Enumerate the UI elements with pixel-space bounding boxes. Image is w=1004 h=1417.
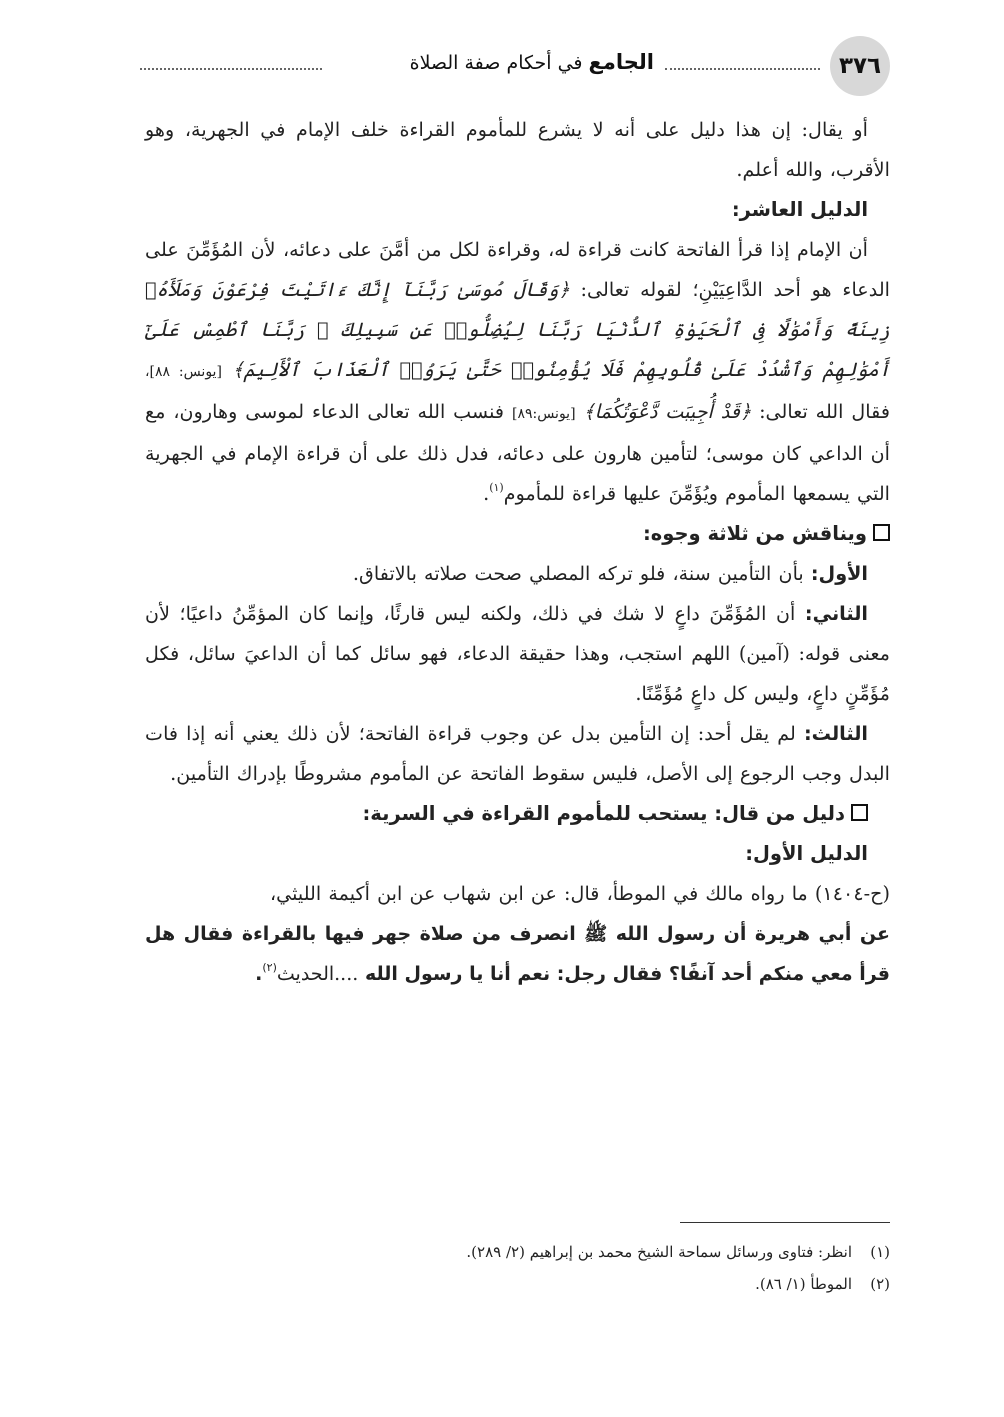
footnote-1 <box>145 1236 890 1268</box>
square-bullet-icon <box>851 804 868 821</box>
footnote-marker[interactable]: (١) <box>489 481 504 494</box>
footnote-text: انظر: فتاوى ورسائل سماحة الشيخ محمد بن إبراهيم (٢/ ٢٨٩). <box>466 1243 852 1261</box>
heading-discussion-text: ويناقش من ثلاثة وجوه: <box>642 522 867 545</box>
verse-reference: [يونس: ٨٨]، <box>145 364 222 380</box>
book-title <box>410 50 654 74</box>
quran-verse: ﴿قَدْ أُجِيبَت دَّعْوَتُكُمَا﴾ <box>583 400 752 423</box>
quran-verse: ﴿وَقَالَ مُوسَىٰ رَبَّنَآ إِنَّكَ ءَاتَيْتَ فِرْعَوْنَ وَمَلَأَهُۥ زِينَةً وَأَمْوَٰلًا فِى ٱلْحَيَوٰةِ ٱلدُّنْيَا رَبَّنَا لِيُضِلُّوا۟ عَن سَبِيلِكَ ۖ رَبَّنَا ٱطْمِسْ عَلَىٰٓ أَمْوَٰلِهِمْ وَٱشْدُدْ عَلَىٰ قُلُوبِهِمْ فَلَا يُؤْمِنُوا۟ حَتَّىٰ يَرَوُا۟ ٱلْعَذَابَ ٱلْأَلِيمَ﴾ <box>145 278 890 381</box>
text-segment: فنسب الله تعالى الدعاء لموسى وهارون، مع أن الداعي كان موسى؛ لتأمين هارون على دعائه، فدل ذلك على أن قراءة الإمام في الجهرية التي يسمعها المأموم ويُؤَمِّنَ عليها قراءة للمأموم <box>145 400 890 505</box>
third-text: لم يقل أحد: إن التأمين بدل عن وجوب قراءة الفاتحة؛ لأن ذلك يعني أنه إذا فات البدل وجب الرجوع إلى الأصل، فليس سقوط الفاتحة عن المأموم مشروطًا بإدراك التأمين. <box>145 722 890 785</box>
square-bullet-icon <box>873 524 890 541</box>
header-dotted-rule-left <box>140 68 322 70</box>
hadith-text: عن أبي هريرة أن رسول الله ﷺ انصرف من صلاة جهر فيها بالقراءة فقال هل قرأ معي منكم أحد آنفًا؟ فقال رجل: نعم أنا يا رسول الله ....الحديث$^{(٢)}$. <box>145 923 890 985</box>
footnotes <box>145 1236 890 1300</box>
verse-reference: [يونس:٨٩] <box>511 406 576 422</box>
paragraph-tenth-proof: أن الإمام إذا قرأ الفاتحة كانت قراءة له، وقراءة لكل من أمَّنَ على دعائه، لأن المُؤَمِّنَ على الدعاء هو أحد الدَّاعِيَيْنِ؛ لقوله تعالى: ﴿وَقَالَ مُوسَىٰ رَبَّنَآ إِنَّكَ ءَاتَيْتَ فِرْعَوْنَ وَمَلَأَهُۥ زِينَةً وَأَمْوَٰلًا فِى ٱلْحَيَوٰةِ ٱلدُّنْيَا رَبَّنَا لِيُضِلُّوا۟ عَن سَبِيلِكَ ۖ رَبَّنَا ٱطْمِسْ عَلَىٰٓ أَمْوَٰلِهِمْ وَٱشْدُدْ عَلَىٰ قُلُوبِهِمْ فَلَا يُؤْمِنُوا۟ حَتَّىٰ يَرَوُا۟ ٱلْعَذَابَ ٱلْأَلِيمَ﴾ [يونس: ٨٨]، فقال الله تعالى: ﴿قَدْ أُجِيبَت دَّعْوَتُكُمَا﴾ [يونس:٨٩] فنسب الله تعالى الدعاء لموسى وهارون، مع أن الداعي كان موسى؛ لتأمين هارون على دعائه، فدل ذلك على أن قراءة الإمام في الجهرية التي يسمعها المأموم ويُؤَمِّنَ عليها قراءة للمأموم$^{(١)}$. <box>145 238 890 505</box>
heading-proof-recommended <box>145 794 890 834</box>
heading-tenth-proof: الدليل العاشر: <box>731 198 868 221</box>
second-label: الثاني: <box>804 602 868 625</box>
second-text: أن المُؤَمِّنَ داعٍ لا شك في ذلك، ولكنه ليس قارئًا، وإنما كان المؤمِّنُ داعيًا؛ لأن معنى قوله: (آمين) اللهم استجب، وهذا حقيقة الدعاء، فهو سائل كما أن الداعيَ سائل، فكل مُؤَمِّنٍ داعٍ، وليس كل داعٍ مُؤَمِّنًا. <box>145 602 890 705</box>
heading-proof-text: دليل من قال: يستحب للمأموم القراءة في السرية: <box>362 802 845 825</box>
paragraph-first-aspect <box>145 554 890 594</box>
footnote-marker[interactable]: (٢) <box>262 961 277 974</box>
book-title-rest: في أحكام صفة الصلاة <box>409 52 583 74</box>
header-dotted-rule-right <box>665 68 820 70</box>
hadith-bold-text: عن أبي هريرة أن رسول الله ﷺ انصرف من صلاة جهر فيها بالقراءة فقال هل قرأ معي منكم أحد آنفًا؟ فقال رجل: نعم أنا يا رسول الله <box>145 923 890 985</box>
first-label: الأول: <box>810 562 868 585</box>
hadith-tail: ....الحديث <box>276 963 359 985</box>
hadith-intro: (ح-١٤٠٤) ما رواه مالك في الموطأ، قال: عن ابن شهاب عن ابن أكيمة الليثي، <box>269 882 890 905</box>
text-segment: فقال الله تعالى: <box>759 400 890 423</box>
first-text: بأن التأمين سنة، فلو تركه المصلي صحت صلاته بالاتفاق. <box>352 562 804 585</box>
page-number: ٣٧٦ <box>830 36 890 96</box>
text-segment: أن الإمام إذا قرأ الفاتحة كانت قراءة له، وقراءة لكل من أمَّنَ على دعائه، لأن المُؤَمِّنَ على الدعاء هو أحد الدَّاعِيَيْنِ؛ لقوله تعالى: <box>145 238 890 301</box>
paragraph-intro: أو يقال: إن هذا دليل على أنه لا يشرع للمأموم القراءة خلف الإمام في الجهرية، وهو الأقرب، والله أعلم. <box>145 118 890 181</box>
third-label: الثالث: <box>803 722 868 745</box>
heading-discussion <box>145 514 890 554</box>
paragraph-second-aspect <box>145 594 890 714</box>
footnote-text: الموطأ (١/ ٨٦). <box>755 1275 852 1293</box>
paragraph-third-aspect <box>145 714 890 794</box>
page-header <box>140 36 890 108</box>
heading-first-proof: الدليل الأول: <box>745 842 868 865</box>
footnote-2 <box>145 1268 890 1300</box>
footnote-separator <box>680 1222 890 1223</box>
book-title-main: الجامع <box>588 50 654 74</box>
main-text <box>145 110 890 994</box>
footnote-number: (٢) <box>870 1275 890 1293</box>
footnote-number: (١) <box>870 1243 890 1261</box>
